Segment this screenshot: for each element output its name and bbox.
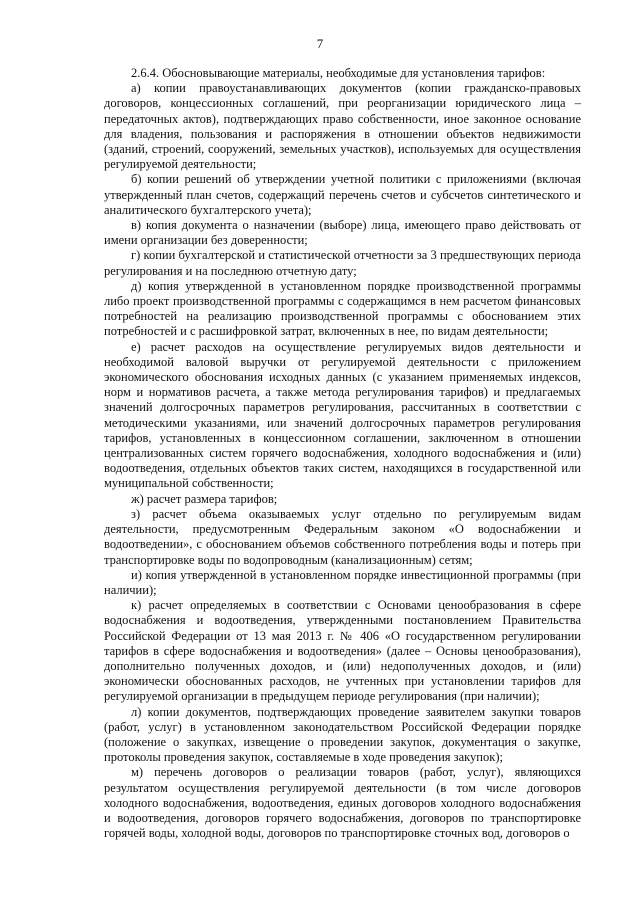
list-item-g: г) копии бухгалтерской и статистической отчетности за 3 предшествующих периода регулирования и на последнюю отчетную дату; xyxy=(104,248,581,278)
page-number: 7 xyxy=(316,36,324,51)
list-item-a: а) копии правоустанавливающих документов (копии гражданско-правовых договоров, концессионных соглашений, при реорганизации юридического лица – передаточных актов), подтверждающих право собственности, иное законное основание для владения, пользования и распоряжения в отношении объектов недвижимости (зданий, строений, сооружений, земельных участков), используемых для осуществления регулируемой деятельности; xyxy=(104,81,581,172)
list-item-b: б) копии решений об утверждении учетной политики с приложениями (включая утвержденный план счетов, содержащий перечень счетов и субсчетов синтетического и аналитического бухгалтерского учета); xyxy=(104,172,581,217)
list-item-v: в) копия документа о назначении (выборе) лица, имеющего право действовать от имени организации без доверенности; xyxy=(104,218,581,248)
list-item-d: д) копия утвержденной в установленном порядке производственной программы либо проект производственной программы с содержащимся в нем расчетом финансовых потребностей на реализацию производственной программы с обоснованием этих потребностей и с расшифровкой затрат, включенных в нее, по видам деятельности; xyxy=(104,278,581,339)
list-item-l: л) копии документов, подтверждающих проведение заявителем закупки товаров (работ, услуг) в установленном законодательством Российской Федерации порядке (положение о закупках, извещение о проведении закупок, документация о закупке, протоколы проведения закупок, составляемые в ходе проведения закупок); xyxy=(104,704,581,765)
list-item-k: к) расчет определяемых в соответствии с Основами ценообразования в сфере водоснабжения и водоотведения, утвержденными постановлением Правительства Российской Федерации от 13 мая 2013 г. № 406 «О государственном регулировании тарифов в сфере водоснабжения и водоотведения» (далее – Основы ценообразования), дополнительно полученных доходов, и (или) недополученных доходов, и (или) экономически обоснованных расходов, не учтенных при установлении тарифов для регулируемой организации в предыдущем периоде регулирования (при наличии); xyxy=(104,598,581,704)
list-item-e: е) расчет расходов на осуществление регулируемых видов деятельности и необходимой валовой выручки от регулируемой деятельности с приложением экономического обоснования исходных данных (с указанием применяемых индексов, норм и нормативов расчета, а также метода регулирования тарифов) и предлагаемых значений долгосрочных параметров регулирования, рассчитанных в соответствии с методическими указаниями, или значений долгосрочных параметров регулирования тарифов, установленных в концессионном соглашении, заключенном в отношении централизованных систем горячего водоснабжения, холодного водоснабжения и (или) водоотведения, отдельных объектов таких систем, находящихся в государственной или муниципальной собственности; xyxy=(104,339,581,491)
list-item-m: м) перечень договоров о реализации товаров (работ, услуг), являющихся результатом осуществления регулируемой деятельности (в том числе договоров холодного водоснабжения, водоотведения, единых договоров холодного водоснабжения и водоотведения, договоров горячего водоснабжения, договоров по транспортировке горячей воды, холодной воды, договоров по транспортировке сточных вод, договоров о xyxy=(104,765,581,841)
section-heading: 2.6.4. Обосновывающие материалы, необходимые для установления тарифов: xyxy=(131,66,546,80)
document-body xyxy=(104,66,581,841)
list-item-i: и) копия утвержденной в установленном порядке инвестиционной программы (при наличии); xyxy=(104,567,581,597)
list-item-zh: ж) расчет размера тарифов; xyxy=(131,491,278,506)
list-item-z: з) расчет объема оказываемых услуг отдельно по регулируемым видам деятельности, предусмотренным Федеральным законом «О водоснабжении и водоотведении», с обоснованием объемов собственного потребления воды и потерь при транспортировке воды по водопроводным (канализационным) сетям; xyxy=(104,506,581,567)
